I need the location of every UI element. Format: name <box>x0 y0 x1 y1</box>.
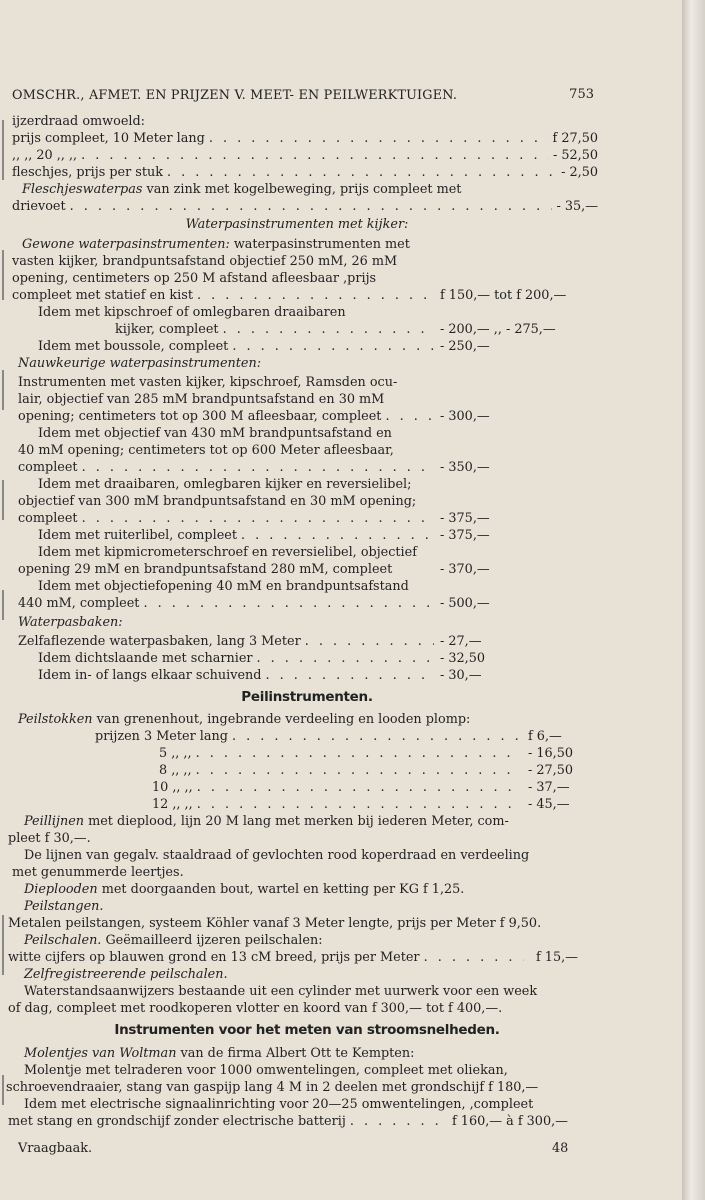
price-line: Zelfaflezende waterpasbaken, lang 3 Meter . . . <box>18 633 438 650</box>
price: - 300,— <box>440 409 490 424</box>
binding-mark <box>2 370 4 410</box>
text-line: of dag, compleet met roodkoperen vlotter en koord van f 300,— tot f 400,—. <box>8 1001 503 1016</box>
text-line: Fleschjeswaterpas van zink met kogelbeweging, prijs compleet met <box>22 182 462 197</box>
text-line: Idem met kipmicrometerschroef en reversielibel, objectief <box>38 545 417 560</box>
price-line: ,, ,, 20 ,, ,, . . . - 52,50 <box>12 147 598 164</box>
price-range: f 160,— à f 300,— <box>452 1114 568 1129</box>
footer-signature: Vraagbaak. <box>18 1141 93 1156</box>
price-line: witte cijfers op blauwen grond en 13 cM breed, prijs per Meter . . . <box>8 949 528 966</box>
section-heading: Instrumenten voor het meten van stroomsnelheden. <box>114 1022 500 1038</box>
text-line: vasten kijker, brandpuntsafstand objectief 250 mM, 26 mM <box>12 254 398 269</box>
price-line: kijker, compleet . . . <box>115 321 438 338</box>
price: - 370,— <box>440 562 490 577</box>
price-line: Idem met boussole, compleet . . . <box>38 338 438 355</box>
price-range: - 200,— ,, - 275,— <box>440 322 556 337</box>
text-line: Molentjes van Woltman van de firma Albert Ott te Kempten: <box>24 1046 415 1061</box>
price-line: prijs compleet, 10 Meter lang . . . f 27,50 <box>12 130 598 147</box>
price-line: 12 ,, ,, . . . <box>152 796 522 813</box>
section-heading: Waterpasbaken: <box>18 615 123 630</box>
text-line: Gewone waterpasinstrumenten: waterpasinstrumenten met <box>22 237 410 252</box>
text-line: Idem met electrische signaalinrichting voor 20—25 omwentelingen, ,compleet <box>24 1097 534 1112</box>
price-line: prijzen 3 Meter lang . . . <box>95 728 522 745</box>
price: - 30,— <box>440 668 482 683</box>
text-line: pleet f 30,—. <box>8 831 91 846</box>
text-line: Idem met objectief van 430 mM brandpuntsafstand en <box>38 426 392 441</box>
section-heading: Waterpasinstrumenten met kijker: <box>185 217 409 232</box>
price-line: 440 mM, compleet . . . <box>18 595 438 612</box>
text-line: De lijnen van gegalv. staaldraad of gevlochten rood koperdraad en verdeeling <box>24 848 530 863</box>
text-line: Peilschalen. Geëmailleerd ijzeren peilschalen: <box>24 933 323 948</box>
price-line: Idem met ruiterlibel, compleet . . . <box>38 527 438 544</box>
text-line: Peilstokken van grenenhout, ingebrande verdeeling en looden plomp: <box>18 712 471 727</box>
price-line: 5 ,, ,, . . . <box>159 745 522 762</box>
text-line: 40 mM opening; centimeters tot op 600 Meter afleesbaar, <box>18 443 394 458</box>
text-line: Peilstangen. <box>24 899 104 914</box>
text-line: schroevendraaier, stang van gaspijp lang 4 M in 2 deelen met grondschijf f 180,— <box>6 1080 539 1095</box>
text-line: opening 29 mM en brandpuntsafstand 280 mM, compleet <box>18 562 393 577</box>
price: - 45,— <box>528 797 570 812</box>
price: - 27,— <box>440 634 482 649</box>
price-line: Idem dichtslaande met scharnier . . . <box>38 650 438 667</box>
page-number: 753 <box>569 87 594 102</box>
price-line: compleet . . . <box>18 510 438 527</box>
price-line: drievoet . . . - 35,— <box>12 198 598 215</box>
binding-mark <box>2 480 4 520</box>
book-spine <box>682 0 705 1200</box>
text-line: opening, centimeters op 250 M afstand afleesbaar ,prijs <box>12 271 377 286</box>
binding-mark <box>2 590 4 620</box>
price-line: fleschjes, prijs per stuk . . . - 2,50 <box>12 164 598 181</box>
price-line: compleet . . . <box>18 459 438 476</box>
price: - 375,— <box>440 511 490 526</box>
signature-number: 48 <box>552 1141 569 1156</box>
price-line: Idem in- of langs elkaar schuivend . . . <box>38 667 438 684</box>
text-line: Idem met draaibaren, omlegbaren kijker en reversielibel; <box>38 477 412 492</box>
text-line: Molentje met telraderen voor 1000 omwentelingen, compleet met oliekan, <box>24 1063 508 1078</box>
price-line: compleet met statief en kist . . . <box>12 287 438 304</box>
running-header: OMSCHR., AFMET. EN PRIJZEN V. MEET- EN PEILWERKTUIGEN. <box>12 88 458 103</box>
price: - 27,50 <box>528 763 574 778</box>
text-line: Peillijnen met dieplood, lijn 20 M lang met merken bij iederen Meter, com- <box>24 814 509 829</box>
text-line: Waterstandsaanwijzers bestaande uit een cylinder met uurwerk voor een week <box>24 984 538 999</box>
price-line: 10 ,, ,, . . . <box>152 779 522 796</box>
binding-mark <box>2 1075 4 1105</box>
price-range: f 150,— tot f 200,— <box>440 288 567 303</box>
text-line: objectief van 300 mM brandpuntsafstand en 30 mM opening; <box>18 494 417 509</box>
text-line: met genummerde leertjes. <box>12 865 184 880</box>
price: - 500,— <box>440 596 490 611</box>
price: - 350,— <box>440 460 490 475</box>
price: - 250,— <box>440 339 490 354</box>
text-line: ijzerdraad omwoeld: <box>12 114 145 129</box>
text-line: Metalen peilstangen, systeem Köhler vanaf 3 Meter lengte, prijs per Meter f 9,50. <box>8 916 542 931</box>
text-line: Idem met objectiefopening 40 mM en brandpuntsafstand <box>38 579 409 594</box>
section-heading: Peilinstrumenten. <box>241 689 373 705</box>
text-line: Instrumenten met vasten kijker, kipschroef, Ramsden ocu- <box>18 375 398 390</box>
price: f 6,— <box>528 729 562 744</box>
price: - 16,50 <box>528 746 574 761</box>
text-line: Idem met kipschroef of omlegbaren draaibaren <box>38 305 346 320</box>
binding-mark <box>2 915 4 975</box>
text-line: Zelfregistreerende peilschalen. <box>24 967 228 982</box>
price-line: 8 ,, ,, . . . <box>159 762 522 779</box>
text-line: lair, objectief van 285 mM brandpuntsafstand en 30 mM <box>18 392 385 407</box>
text-line: Dieplooden met doorgaanden bout, wartel en ketting per KG f 1,25. <box>24 882 465 897</box>
price: f 15,— <box>536 950 578 965</box>
price: - 375,— <box>440 528 490 543</box>
price: - 37,— <box>528 780 570 795</box>
price: - 32,50 <box>440 651 486 666</box>
binding-mark <box>2 250 4 300</box>
price-line: opening; centimeters tot op 300 M afleesbaar, compleet . . . <box>18 408 438 425</box>
price-line: met stang en grondschijf zonder electrische batterij . . . <box>8 1113 448 1130</box>
section-heading: Nauwkeurige waterpasinstrumenten: <box>18 356 262 371</box>
binding-mark <box>2 120 4 180</box>
